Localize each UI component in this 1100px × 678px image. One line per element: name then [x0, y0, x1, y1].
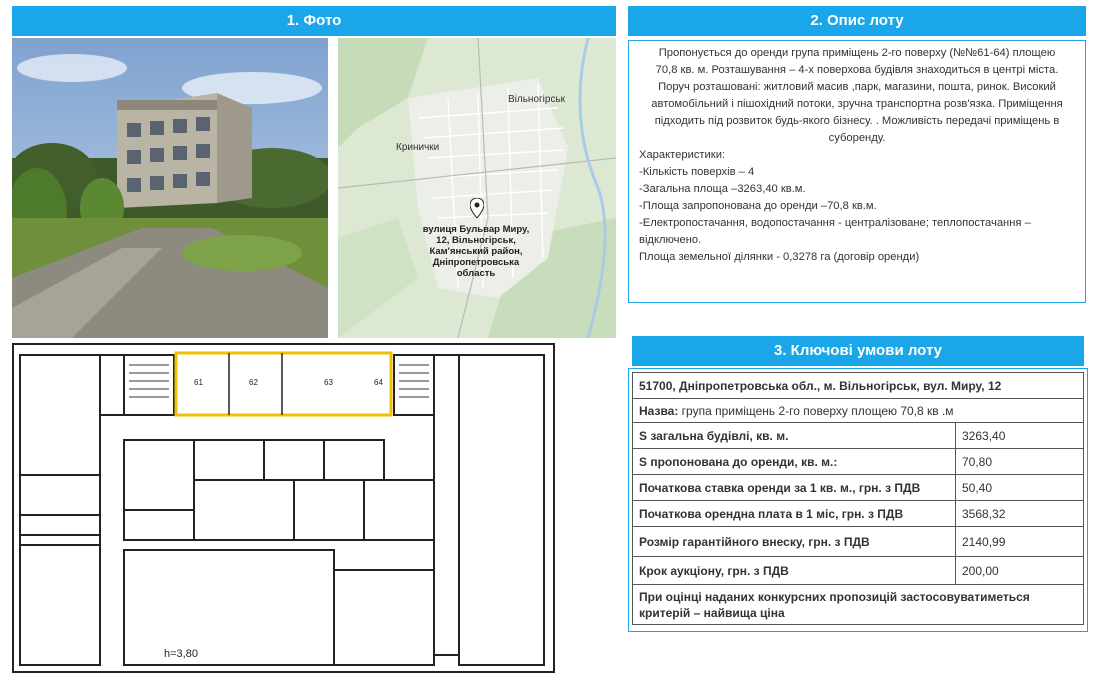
ceiling-height-label: h=3,80: [164, 648, 198, 660]
description-line: автомобільний і пішохідний потоки, зручна транспортна розв'язка. Приміщення: [651, 98, 1063, 110]
map-pin-icon[interactable]: [470, 198, 484, 218]
terms-criterion: При оцінці наданих конкурсних пропозицій застосовуватиметься критерій – найвища ціна: [633, 585, 1084, 625]
map-address-label: вулиця Бульвар Миру, 12, Вільногірськ, Кам'янський район, Дніпропетровська область: [422, 224, 530, 279]
table-row: [633, 423, 1084, 449]
terms-address: 51700, Дніпропетровська обл., м. Вільногірськ, вул. Миру, 12: [633, 373, 1084, 399]
lot-description: [628, 40, 1086, 303]
room-label: 64: [374, 378, 383, 387]
terms-row-label: S пропонована до оренди, кв. м.:: [633, 449, 956, 475]
terms-row-label: Розмір гарантійного внеску, грн. з ПДВ: [633, 527, 956, 557]
table-row: [633, 475, 1084, 501]
room-label: 62: [249, 378, 258, 387]
terms-name: [633, 399, 1084, 423]
terms-table: [632, 372, 1084, 625]
section-header-description: 2. Опис лоту: [628, 6, 1086, 36]
terms-row-value: 2140,99: [956, 527, 1084, 557]
characteristic-item: -Електропостачання, водопостачання - централізоване; теплопостачання –: [639, 217, 1031, 229]
characteristic-item: відключено.: [639, 234, 702, 246]
terms-row-label: S загальна будівлі, кв. м.: [633, 423, 956, 449]
section-header-terms: 3. Ключові умови лоту: [632, 336, 1084, 366]
room-label: 63: [324, 378, 333, 387]
terms-row-label: Початкова ставка оренди за 1 кв. м., грн. з ПДВ: [633, 475, 956, 501]
terms-row-value: 3568,32: [956, 501, 1084, 527]
table-row: [633, 527, 1084, 557]
terms-name-label: Назва:: [639, 403, 679, 418]
table-row: [633, 449, 1084, 475]
floor-plan: [12, 343, 555, 673]
section-header-photo: 1. Фото: [12, 6, 616, 36]
map-background: [338, 38, 616, 338]
land-area-note: Площа земельної ділянки - 0,3278 га (договір оренди): [639, 251, 920, 263]
terms-row-value: 70,80: [956, 449, 1084, 475]
map-label-town: Вільногірськ: [508, 94, 566, 105]
map-label-village: Кринички: [396, 142, 440, 153]
description-line: Пропонується до оренди група приміщень 2-го поверху (№№61-64) площею: [658, 47, 1056, 59]
table-row: [633, 585, 1084, 625]
description-line: підходить під розвиток будь-якого бізнесу. . Можливість передачі приміщень в: [654, 115, 1060, 127]
characteristics-title: Характеристики:: [639, 149, 726, 161]
terms-row-label: Крок аукціону, грн. з ПДВ: [633, 557, 956, 585]
terms-row-value: 3263,40: [956, 423, 1084, 449]
building-photo: [12, 38, 328, 338]
characteristic-item: -Площа запропонована до оренди –70,8 кв.м.: [639, 200, 877, 212]
description-line: 70,8 кв. м. Розташування – 4-х поверхова будівля знаходиться в центрі міста.: [655, 64, 1059, 76]
room-label: 61: [194, 378, 203, 387]
characteristic-item: -Кількість поверхів – 4: [639, 166, 755, 178]
terms-row-value: 200,00: [956, 557, 1084, 585]
description-line: суборенду.: [828, 132, 886, 144]
floor-plan-drawing: [14, 345, 555, 673]
description-line: Поруч розташовані: житловий масив ,парк, магазини, пошта, ринок. Високий: [658, 81, 1056, 93]
table-row: [633, 399, 1084, 423]
terms-row-label: Початкова орендна плата в 1 міс, грн. з ПДВ: [633, 501, 956, 527]
building-photo-illustration: [12, 38, 328, 338]
terms-name-value: група приміщень 2-го поверху площею 70,8 кв .м: [678, 403, 954, 418]
table-row: [633, 501, 1084, 527]
terms-row-value: 50,40: [956, 475, 1084, 501]
table-row: [633, 557, 1084, 585]
location-map[interactable]: [338, 38, 616, 338]
characteristic-item: -Загальна площа –3263,40 кв.м.: [639, 183, 806, 195]
table-row: [633, 373, 1084, 399]
